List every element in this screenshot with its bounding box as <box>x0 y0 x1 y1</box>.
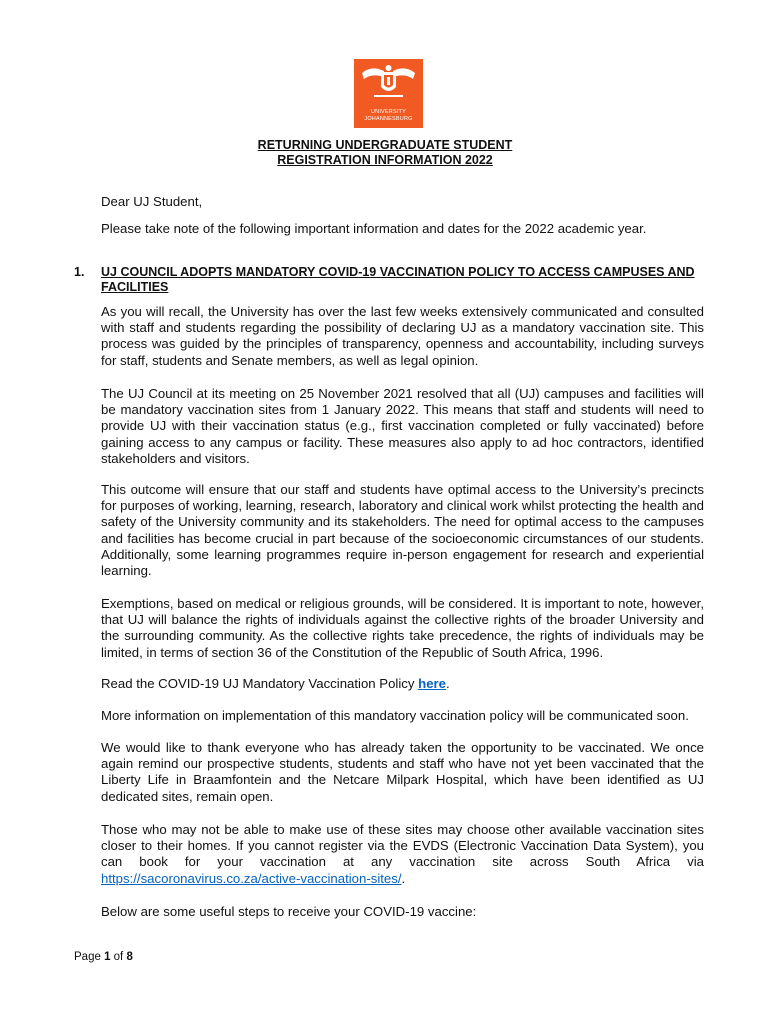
paragraph-more-info: More information on implementation of this mandatory vaccination policy will be communicated soon. <box>101 708 689 723</box>
paragraph-thanks: We would like to thank everyone who has already taken the opportunity to be vaccinated. We once again remind our prospective students, students and staff who have not yet been vaccinated that the Liberty Life in Braamfontein and the Netcare Milpark Hospital, which have been identified as UJ dedicated sites, remain open. <box>101 740 704 804</box>
sacoronavirus-link[interactable]: https://sacoronavirus.co.za/active-vaccination-sites/ <box>101 870 402 886</box>
page-number <box>74 951 133 963</box>
paragraph-council: The UJ Council at its meeting on 25 November 2021 resolved that all (UJ) campuses and facilities will be mandatory vaccination sites from 1 January 2022. This means that staff and students will need to provide UJ with their vaccination status (e.g., first vaccination completed or fully vaccinated) before gaining access to any campus or facility. These measures also apply to ad hoc contractors, identified stakeholders and visitors. <box>101 386 704 466</box>
paragraph-recall: As you will recall, the University has over the last few weeks extensively communicated and consulted with staff and students regarding the possibility of declaring UJ as a mandatory vaccination site. This process was guided by the principles of transparency, openness and accountability, including surveys for staff, students and Senate members, as well as legal opinion. <box>101 304 704 368</box>
logo-crest-icon <box>354 59 423 107</box>
read-policy-text: Read the COVID-19 UJ Mandatory Vaccination Policy <box>101 676 419 691</box>
read-policy-suffix: . <box>446 676 450 691</box>
document-heading <box>100 138 670 168</box>
paragraph-exemptions: Exemptions, based on medical or religious grounds, will be considered. It is important to note, however, that UJ will balance the rights of individuals against the collective rights of the broader University and the surrounding community. As the collective rights take precedence, the rights of individuals may be limited, in terms of section 36 of the Constitution of the Republic of South Africa, 1996. <box>101 596 704 660</box>
section-number: 1. <box>74 265 85 279</box>
other-sites-suffix: . <box>401 870 406 886</box>
other-sites-text: Those who may not be able to make use of these sites may choose other available vaccination sites closer to their homes. If you cannot register via the EVDS (Electronic Vaccination Data System), you can book for your vaccination at any vaccination site across South Africa via <box>101 822 704 870</box>
intro-paragraph: Please take note of the following important information and dates for the 2022 academic year. <box>101 221 647 236</box>
section-title: UJ COUNCIL ADOPTS MANDATORY COVID-19 VACCINATION POLICY TO ACCESS CAMPUSES AND FACILITIES <box>101 265 695 294</box>
policy-here-link[interactable]: here <box>418 676 446 691</box>
page-current: 1 <box>104 951 111 963</box>
page-total: 8 <box>126 951 133 963</box>
logo-line-1: UNIVERSITY <box>370 109 406 115</box>
logo-line-2: JOHANNESBURG <box>364 116 413 122</box>
greeting: Dear UJ Student, <box>101 194 203 209</box>
heading-line-1: RETURNING UNDERGRADUATE STUDENT <box>257 138 513 152</box>
university-logo <box>354 59 423 128</box>
page-of-label: of <box>110 951 127 963</box>
heading-line-2: REGISTRATION INFORMATION 2022 <box>277 153 493 167</box>
paragraph-outcome: This outcome will ensure that our staff and students have optimal access to the University’s precincts for purposes of working, learning, research, laboratory and clinical work whilst protecting the health and safety of the University community and its stakeholders. The need for optimal access to the campuses and facilities has become crucial in part because of the socioeconomic circumstances of our students. Additionally, some learning programmes require in-person engagement for research and experiential learning. <box>101 482 704 579</box>
paragraph-read-policy <box>101 676 704 692</box>
page-label: Page <box>74 951 105 963</box>
paragraph-other-sites <box>101 822 704 887</box>
paragraph-steps-intro: Below are some useful steps to receive your COVID-19 vaccine: <box>101 904 477 919</box>
